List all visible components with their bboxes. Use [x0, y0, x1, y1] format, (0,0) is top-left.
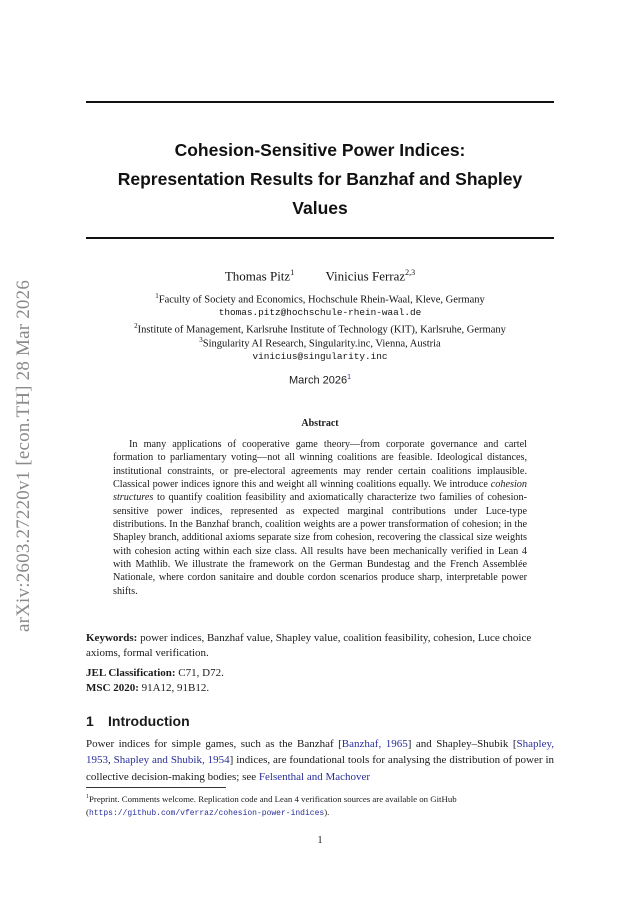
- jel-label: JEL Classification:: [86, 667, 176, 679]
- section-heading: [86, 713, 190, 729]
- abstract-text-1: In many applications of cooperative game theory—from corporate governance and cartel formation to parliamentary voting—not all winning coalitions are feasible. Ideological distances, institutional constraints, or pre-electoral agreements may render certain coalitions implausible. Classical power indices ignore this and weight all winning coalitions equally. We introduce: [113, 439, 527, 491]
- keywords: [86, 631, 554, 661]
- msc-label: MSC 2020:: [86, 682, 139, 694]
- paper-date: [86, 374, 554, 387]
- author-1: [225, 268, 294, 284]
- title-line-3: Values: [292, 198, 348, 218]
- author-affil-mark: 1: [290, 268, 295, 277]
- footnote-text: Preprint. Comments welcome. Replication code and Lean 4 verification sources are available on GitHub (: [86, 793, 457, 817]
- author-list: [86, 268, 554, 284]
- arxiv-identifier: arXiv:2603.27220v1 [econ.TH] 28 Mar 2026: [13, 279, 34, 633]
- jel-text: C71, D72.: [175, 667, 224, 679]
- arxiv-sidebar-stamp: [4, 246, 44, 666]
- keywords-text: power indices, Banzhaf value, Shapley value, coalition feasibility, cohesion, Luce choice axioms, formal verification.: [86, 632, 532, 659]
- title-line-1: Cohesion-Sensitive Power Indices:: [174, 140, 466, 160]
- section-number: 1: [86, 713, 94, 729]
- abstract-body: [113, 438, 527, 598]
- author-name: Thomas Pitz: [224, 268, 291, 284]
- date-text: March 2026: [289, 374, 348, 387]
- footnote: [86, 791, 554, 820]
- author-affil-mark: 2,3: [405, 268, 416, 277]
- author-1-email: thomas.pitz@hochschule-rhein-waal.de: [218, 307, 422, 318]
- footnote-end: ).: [324, 806, 330, 817]
- citation-link[interactable]: Shapley, 1953: [86, 738, 554, 767]
- intro-text: ] and Shapley–Shubik [: [407, 738, 517, 750]
- affiliation-mark: 3: [199, 336, 203, 344]
- jel-classification: [86, 666, 554, 681]
- affiliation-mark: 2: [134, 322, 138, 330]
- intro-text: ,: [108, 754, 114, 767]
- footnote-rule: [86, 787, 226, 788]
- author-2: [325, 268, 415, 284]
- page-number: 1: [317, 835, 323, 846]
- section-title: Introduction: [108, 713, 190, 729]
- date-footnote-mark[interactable]: 1: [347, 374, 351, 381]
- intro-paragraph: [86, 736, 554, 785]
- abstract-emphasis: cohesion structures: [113, 479, 527, 504]
- paper-title: [86, 136, 554, 223]
- title-line-2: Representation Results for Banzhaf and Shapley: [117, 169, 523, 189]
- affiliation-text: Singularity AI Research, Singularity.inc, Vienna, Austria: [202, 338, 441, 350]
- footnote-mark: 1: [86, 794, 89, 800]
- affiliation-2: [86, 322, 554, 336]
- msc-text: 91A12, 91B12.: [138, 682, 210, 694]
- affiliation-1: [86, 292, 554, 306]
- affiliation-3: [86, 336, 554, 350]
- citation-link[interactable]: Shapley and Shubik, 1954: [113, 754, 230, 767]
- author-2-email: vinicius@singularity.inc: [252, 351, 388, 362]
- abstract-text-2: to quantify coalition feasibility and axiomatically characterize two families of cohesion-sensitive power indices, represented as expected marginal contributions under Luce-type distributions. In the Banzhaf branch, coalition weights are a power transformation of cohesion; in the Shapley branch, additional axioms separate size from cohesion, recovering the classical size weights with cohesion acting within each size class. All results have been mechanically verified in Lean 4 with Mathlib. We illustrate the framework on the German Bundestag and the French Assemblée Nationale, where cordon sanitaire and double cordon scenarios produce sharp, interpretable power shifts.: [113, 492, 527, 597]
- intro-text: Power indices for simple games, such as the Banzhaf [: [86, 738, 342, 750]
- abstract-heading: Abstract: [301, 418, 339, 429]
- intro-text: ] indices, are foundational tools for analysing the distribution of power in collective decision-making bodies; see: [86, 754, 555, 783]
- author-name: Vinicius Ferraz: [325, 268, 406, 284]
- affiliation-mark: 1: [155, 292, 159, 300]
- affiliation-text: Faculty of Society and Economics, Hochschule Rhein-Waal, Kleve, Germany: [158, 294, 485, 306]
- citation-link[interactable]: Banzhaf, 1965: [341, 738, 408, 750]
- keywords-label: Keywords:: [86, 632, 138, 644]
- affiliation-text: Institute of Management, Karlsruhe Institute of Technology (KIT), Karlsruhe, Germany: [137, 324, 506, 336]
- msc-classification: [86, 681, 554, 696]
- title-rule-top: [86, 101, 554, 103]
- citation-link[interactable]: Felsenthal and Machover: [258, 770, 371, 783]
- footnote-url-link[interactable]: https://github.com/vferraz/cohesion-power-indices: [88, 808, 325, 818]
- title-rule-bottom: [86, 237, 554, 239]
